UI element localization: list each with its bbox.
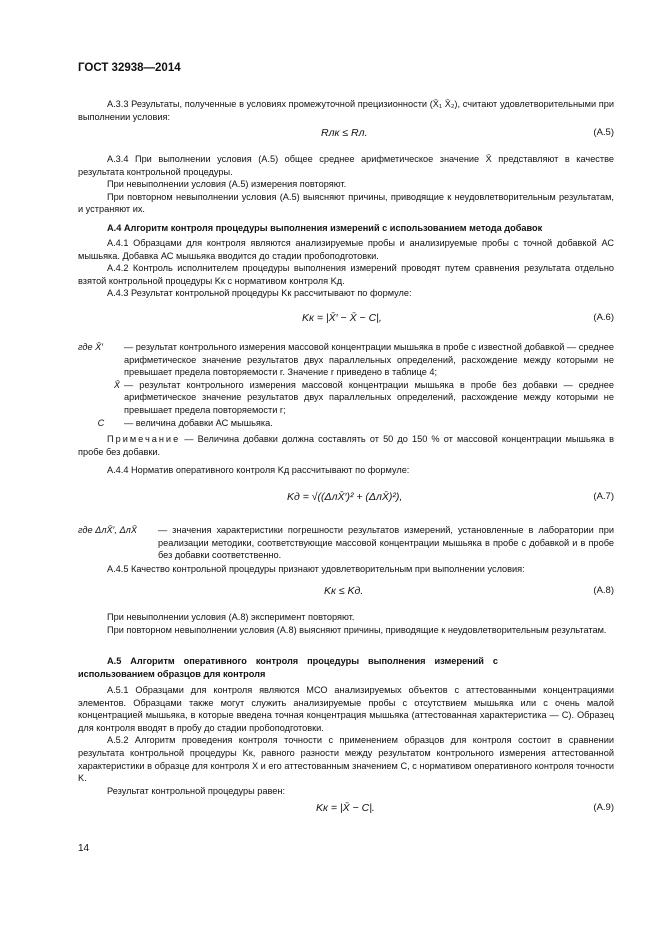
equation-number: (А.8) bbox=[593, 585, 614, 596]
equation-a7 bbox=[78, 491, 614, 507]
formula: Kк ≤ Kд. bbox=[324, 585, 364, 597]
where-list-a6: где X̄′ — результат контрольного измерения массовой концентрации мышьяка в пробе с известной добавкой — среднее арифметическое значение результатов двух параллельных определений, расхождение между которыми не превышает предела повторяемости r. Значение r приведено в таблице 4; X̄ — результат контрольного измерения массовой концентрации мышьяка в пробе без добавки — среднее арифметическое значение результатов двух параллельных определений, расхождение между которыми не превышает предела повторяемости r; C — величина добавки АС мышьяка. bbox=[78, 342, 614, 428]
equation-a8 bbox=[78, 585, 614, 601]
equation-a9 bbox=[78, 802, 614, 818]
formula: Rлк ≤ Rл. bbox=[321, 127, 368, 139]
equation-a5 bbox=[78, 127, 614, 143]
heading-a5: А.5 Алгоритм оперативного контроля процедуры выполнения измерений с использованием образцов для контроля bbox=[78, 656, 498, 679]
paragraph-a45: А.4.5 Качество контрольной процедуры признают удовлетворительным при выполнении условия: bbox=[107, 564, 525, 574]
formula: Kк = |X̄′ − X̄ − C|, bbox=[302, 312, 382, 324]
section-a51-a52: А.5.1 Образцами для контроля являются МСО анализируемых объектов с аттестованными концентрациями элементов. Образцами также могут служить анализируемые пробы с отсутствием мышьяка или с очень малой концентрацией мышьяка, в которые введена точная концентрация мышьяка (аттестованная характеристика — C). Образец для контроля вводят в пробу до стадии пробоподготовки. А.5.2 Алгоритм проведения контроля точности с применением образцов для контроля состоит в сравнении результата контрольной процедуры Kк, равного разности между результатом контрольного измерения аттестованной характеристики в образце для контроля X и его аттестованным значением C, с нормативом оперативного контроля точности K. Результат контрольной процедуры равен: bbox=[78, 685, 614, 796]
section-a34: А.3.4 При выполнении условия (А.5) общее среднее арифметическое значение X̄ представляют в качестве результата контрольной процедуры. При невыполнении условия (А.5) измерения повторяют. При повторном невыполнении условия (А.5) выясняют причины, приводящие к неудовлетворительным результатам, и устраняют их. bbox=[78, 154, 614, 215]
paragraph-a44: А.4.4 Норматив оперативного контроля Kд рассчитывают по формуле: bbox=[107, 465, 410, 475]
equation-a6 bbox=[78, 312, 614, 328]
equation-number: (А.9) bbox=[593, 802, 614, 813]
page-number: 14 bbox=[78, 843, 90, 854]
section-a41-a43: А.4.1 Образцами для контроля являются анализируемые пробы и анализируемые пробы с точной добавкой АС мышьяка. Добавка АС мышьяка вводится до стадии пробоподготовки. А.4.2 Контроль исполнителем процедуры выполнения измерений проводят путем сравнения результата отдельно взятой контрольной процедуры Kк с нормативом контроля Kд. А.4.3 Результат контрольной процедуры Kк рассчитывают по формуле: bbox=[78, 238, 614, 299]
equation-number: (А.6) bbox=[593, 312, 614, 323]
document-header: ГОСТ 32938—2014 bbox=[78, 62, 181, 74]
equation-number: (А.5) bbox=[593, 127, 614, 138]
where-list-a7: где ΔлX̄′, ΔлX̄ — значения характеристики погрешности результатов измерений, установленные в лаборатории при реализации методики, соответствующие массовой концентрации мышьяка в пробе с добавкой и в пробе без добавки соответственно. bbox=[78, 525, 614, 561]
section-a45-tail: При невыполнении условия (А.8) эксперимент повторяют. При повторном невыполнении условия (А.8) выясняют причины, приводящие к неудовлетворительным результатам. bbox=[107, 612, 607, 635]
paragraph-a33: А.3.3 Результаты, полученные в условиях промежуточной прецизионности (X̄₁ X̄₂), считают удовлетворительными при выполнении условия: bbox=[78, 99, 614, 122]
formula: Kк = |X̄ − C|. bbox=[316, 802, 375, 814]
equation-number: (А.7) bbox=[593, 491, 614, 502]
formula: Kд = √((ΔлX̄′)² + (ΔлX̄)²), bbox=[287, 491, 403, 503]
note: Примечание — Величина добавки должна составлять от 50 до 150 % от массовой концентрации мышьяка в пробе без добавки. bbox=[78, 434, 614, 457]
heading-a4: А.4 Алгоритм контроля процедуры выполнения измерений с использованием метода добавок bbox=[107, 223, 543, 233]
